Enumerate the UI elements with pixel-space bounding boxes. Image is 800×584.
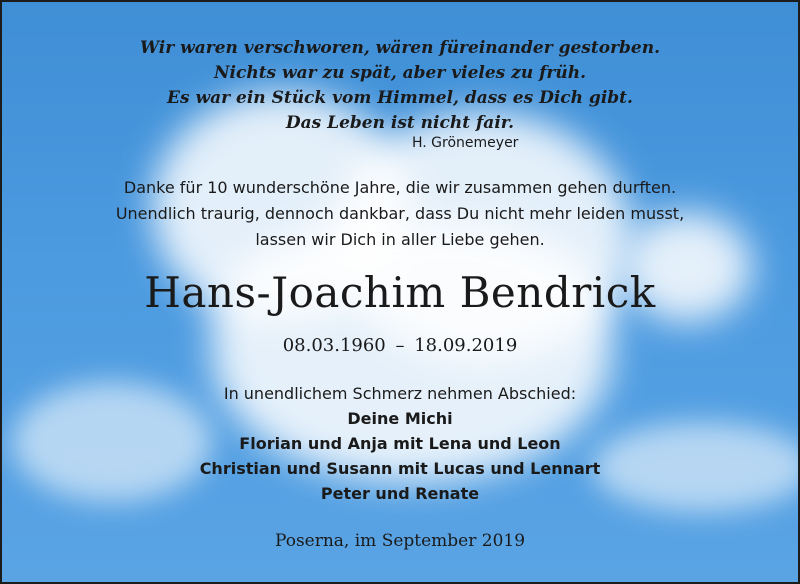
quote-line: Es war ein Stück vom Himmel, dass es Dich gibt.	[167, 88, 633, 108]
quote-line: Nichts war zu spät, aber vieles zu früh.	[213, 63, 587, 83]
thanks-line: Unendlich traurig, dennoch dankbar, dass Du nicht mehr leiden musst,	[115, 204, 685, 223]
quote-line: Das Leben ist nicht fair.	[285, 113, 515, 133]
family-list	[2, 406, 798, 506]
thanks-line: lassen wir Dich in aller Liebe gehen.	[255, 230, 545, 249]
quote-author: H. Grönemeyer	[412, 135, 519, 151]
family-member: Peter und Renate	[320, 484, 480, 503]
family-member: Christian und Susann mit Lucas und Lennart	[199, 459, 601, 478]
life-dates: 08.03.1960 – 18.09.2019	[282, 335, 518, 356]
family-member: Florian und Anja mit Lena und Leon	[239, 434, 561, 453]
quote	[2, 36, 798, 136]
quote-line: Wir waren verschworen, wären füreinander gestorben.	[139, 38, 661, 58]
family-member: Deine Michi	[347, 409, 453, 428]
place-date: Poserna, im September 2019	[274, 531, 526, 551]
deceased-name: Hans-Joachim Bendrick	[144, 268, 656, 317]
farewell-intro: In unendlichem Schmerz nehmen Abschied:	[223, 384, 577, 403]
thanks-text	[2, 175, 798, 253]
thanks-line: Danke für 10 wunderschöne Jahre, die wir zusammen gehen durften.	[123, 178, 677, 197]
